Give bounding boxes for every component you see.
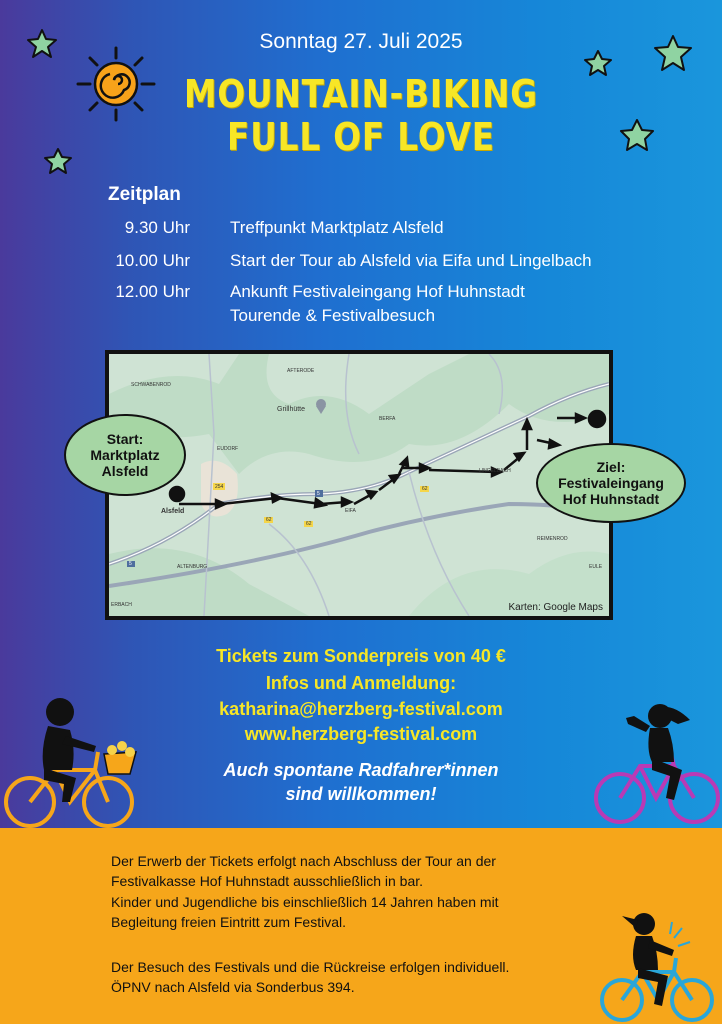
map-place-label: REIMENROD	[537, 536, 568, 542]
website-link[interactable]: www.herzberg-festival.com	[244, 724, 478, 744]
event-date: Sonntag 27. Juli 2025	[259, 30, 463, 53]
road-number: 254	[215, 484, 224, 490]
road-number: 5	[129, 561, 132, 567]
map-place-label: Grillhütte	[277, 406, 306, 413]
map-place-label: BERFA	[379, 416, 396, 422]
tickets-text: Tickets zum Sonderpreis von 40 €	[216, 646, 506, 666]
info-line: Festivalkasse Hof Huhnstadt ausschließlich in bar.	[111, 873, 424, 889]
schedule-text: Ankunft Festivaleingang Hof Huhnstadt	[230, 282, 525, 301]
start-marker	[170, 487, 184, 501]
end-label: Ziel:	[596, 459, 626, 475]
info-line: Der Besuch des Festivals und die Rückreise erfolgen individuell.	[111, 959, 510, 975]
title-line-1: MOUNTAIN-BIKING	[184, 72, 538, 116]
schedule-text: Start der Tour ab Alsfeld via Eifa und Lingelbach	[230, 251, 592, 270]
welcome-line-1: Auch spontane Radfahrer*innen	[223, 760, 499, 780]
end-label: Festivaleingang	[558, 475, 664, 491]
cyclist-right-illustration	[590, 700, 722, 830]
start-label: Marktplatz	[90, 447, 160, 463]
info-line: Begleitung freien Eintritt zum Festival.	[111, 914, 346, 930]
map-place-label: AFTERODE	[287, 368, 315, 374]
start-label: Alsfeld	[101, 463, 149, 479]
welcome-line-2: sind willkommen!	[285, 784, 437, 804]
cyclist-left-illustration	[0, 690, 150, 830]
end-marker	[589, 411, 605, 427]
schedule-time: 10.00 Uhr	[115, 251, 190, 270]
schedule-text: Tourende & Festivalbesuch	[230, 306, 436, 325]
map-place-label: EIFA	[345, 508, 356, 514]
road-number: 5	[317, 491, 320, 497]
end-label: Hof Huhnstadt	[562, 491, 660, 507]
cyclist-bottom-illustration	[596, 908, 722, 1024]
infos-heading: Infos und Anmeldung:	[265, 673, 457, 693]
schedule-text: Treffpunkt Marktplatz Alsfeld	[230, 218, 444, 237]
schedule-heading: Zeitplan	[108, 184, 181, 205]
start-label: Start:	[106, 431, 144, 447]
road-number: 62	[422, 486, 428, 492]
map-place-label: ERBACH	[111, 602, 132, 608]
contact-email[interactable]: katharina@herzberg-festival.com	[219, 699, 503, 719]
map-place-label: SCHWABENROD	[131, 382, 171, 388]
map-graphic	[106, 354, 609, 616]
start-bubble	[64, 414, 186, 496]
end-bubble	[536, 443, 686, 523]
info-line: Kinder und Jugendliche bis einschließlich 14 Jahren haben mit	[111, 894, 499, 910]
info-line: ÖPNV nach Alsfeld via Sonderbus 394.	[111, 979, 355, 995]
map-place-label: LINGELBACH	[479, 468, 511, 474]
map-place-label: EUDORF	[217, 446, 239, 452]
road-number: 62	[266, 517, 272, 523]
map-credit: Karten: Google Maps	[508, 602, 603, 613]
schedule-time: 12.00 Uhr	[115, 282, 190, 301]
map-place-label: ALTENBURG	[177, 564, 208, 570]
road-number: 62	[306, 521, 312, 527]
schedule-time: 9.30 Uhr	[124, 218, 190, 237]
title-line-2: FULL OF LOVE	[227, 115, 495, 159]
bottom-info-section	[0, 828, 722, 1024]
info-line: Der Erwerb der Tickets erfolgt nach Abschluss der Tour an der	[111, 853, 496, 869]
map-place-label: Alsfeld	[161, 508, 185, 515]
map-place-label: EULE	[589, 564, 603, 570]
